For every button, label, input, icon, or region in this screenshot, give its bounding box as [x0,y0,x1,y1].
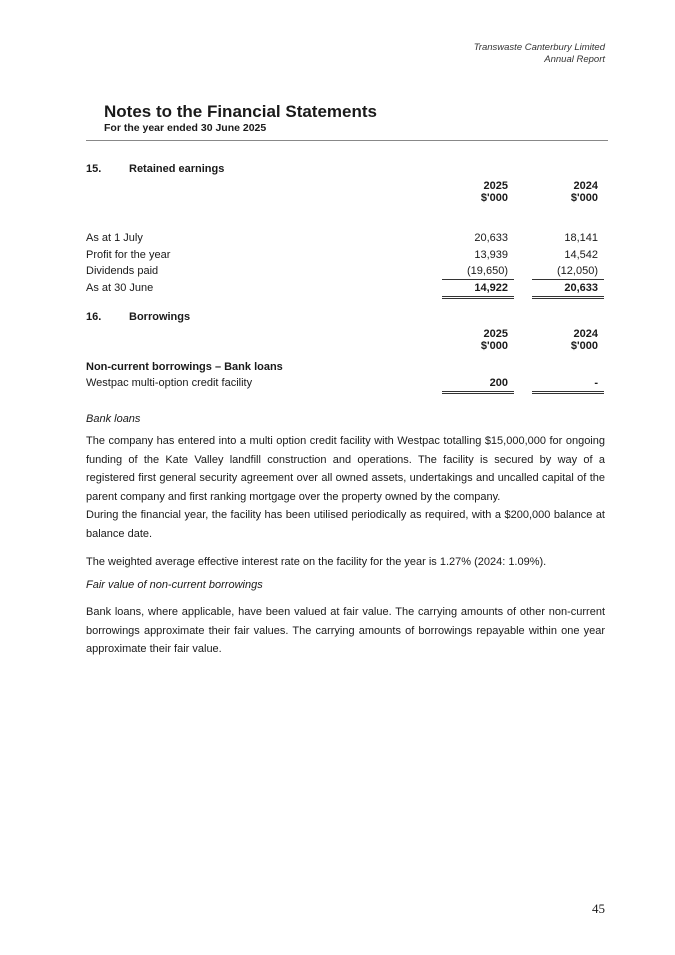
table-cell-2024: 18,141 [564,232,598,244]
note-15-col-2024-year: 2024 [573,180,598,192]
bank-loans-paragraph: The company has entered into a multi option credit facility with Westpac totalling $15,000,000 for ongoing funding of the Kate Valley landfill construction and operations. The facility is secured by way of a registered first general security agreement over all owned assets, undertakings and uncalled capital of the parent company and first ranking mortgage over the property owned by the company. [86,435,605,503]
table-row-label: Westpac multi-option credit facility [86,377,253,389]
note-16-number: 16. [86,311,102,323]
table-cell-2024-total: 20,633 [564,282,598,294]
subtotal-line [532,279,604,280]
table-cell-2025-total: 14,922 [474,282,508,294]
table-cell-2025: (19,650) [467,265,508,277]
table-cell-2024: (12,050) [557,265,598,277]
note-15-heading [86,163,224,175]
total-line [442,391,514,392]
header-divider [86,140,608,141]
fair-value-heading: Fair value of non-current borrowings [86,579,263,591]
total-line [532,296,604,297]
table-row-label: As at 30 June [86,282,154,294]
total-line [442,296,514,297]
fair-value-paragraph: Bank loans, where applicable, have been valued at fair value. The carrying amounts of other non-current borrowings approximate their fair values. The carrying amounts of borrowings repayable within one year approximate their fair value. [86,606,605,655]
total-line [442,393,514,394]
note-15-col-2024-unit: $'000 [570,192,598,204]
note-15-number: 15. [86,163,102,175]
table-row-label: Profit for the year [86,249,171,261]
total-line [532,298,604,299]
note-16-title: Borrowings [129,311,191,323]
note-15-title: Retained earnings [129,163,225,175]
page-number: 45 [592,901,605,916]
note-16-col-2024-year: 2024 [573,328,598,340]
note-16-heading [86,311,190,323]
page-subtitle: For the year ended 30 June 2025 [104,122,267,134]
note-16-col-2025-year: 2025 [483,328,508,340]
subtotal-line [442,279,514,280]
company-name: Transwaste Canterbury Limited [473,42,605,53]
table-cell-2025: 13,939 [474,249,508,261]
interest-rate-paragraph: The weighted average effective interest rate on the facility for the year is 1.27% (2024: 1.09%). [86,556,547,568]
report-name: Annual Report [544,54,605,65]
facility-usage-paragraph: During the financial year, the facility has been utilised periodically as required, with a $200,000 balance at balance date. [86,509,605,540]
table-cell-2025: 20,633 [474,232,508,244]
total-line [532,391,604,392]
total-line [532,393,604,394]
table-cell-2025-total: 200 [489,377,508,389]
note-16-col-2025-unit: $'000 [480,340,508,352]
table-row-label: Dividends paid [86,265,159,277]
note-15-col-2025-unit: $'000 [480,192,508,204]
note-16-col-2024-unit: $'000 [570,340,598,352]
note-15-col-2025-year: 2025 [483,180,508,192]
bank-loans-heading: Bank loans [86,413,141,425]
table-cell-2024-total: - [594,377,598,389]
borrowings-subheading: Non-current borrowings – Bank loans [86,361,283,373]
table-cell-2024: 14,542 [564,249,598,261]
page-title: Notes to the Financial Statements [104,102,377,121]
total-line [442,298,514,299]
table-row-label: As at 1 July [86,232,143,244]
